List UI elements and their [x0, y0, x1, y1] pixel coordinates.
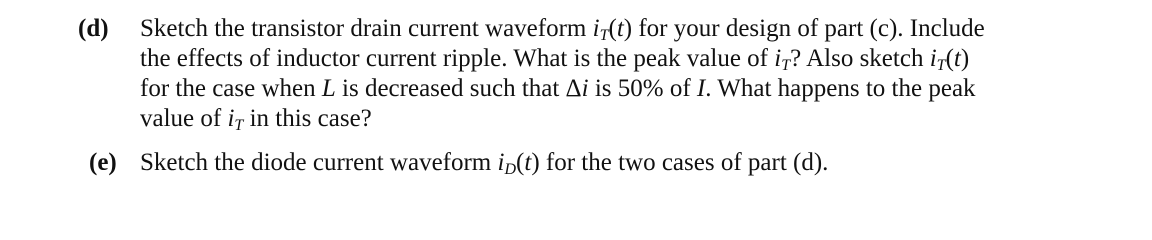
text-run: value of: [140, 105, 228, 132]
text-run: for the two cases of part (d).: [539, 149, 829, 176]
math-symbol-i: i: [929, 45, 937, 72]
text-run: for your design of part (c). Include: [632, 15, 985, 42]
math-paren: (: [516, 149, 525, 176]
text-run: is 50% of: [588, 75, 697, 102]
part-e-text: [140, 148, 1130, 178]
math-symbol-t: t: [524, 149, 532, 176]
math-subscript: T: [234, 117, 244, 134]
text-run: for the case when: [140, 75, 322, 102]
math-paren: (: [608, 15, 617, 42]
math-subscript: D: [504, 161, 517, 178]
math-subscript: T: [599, 27, 609, 44]
math-subscript: T: [781, 57, 791, 74]
math-symbol-i: i: [497, 149, 505, 176]
math-symbol-I: I: [696, 75, 706, 102]
text-run: in this case?: [243, 105, 372, 132]
math-paren: ): [531, 149, 540, 176]
text-run: the effects of inductor current ripple. What is the peak value of: [140, 45, 775, 72]
part-d-line-2: [140, 44, 1130, 74]
math-symbol-i: i: [774, 45, 782, 72]
text-run: . What happens to the peak: [705, 75, 976, 102]
math-subscript: T: [936, 57, 946, 74]
text-run: Sketch the diode current waveform: [140, 149, 498, 176]
part-d-text: [140, 14, 1130, 134]
part-e-label: (e): [89, 149, 117, 176]
math-symbol-i: i: [581, 75, 589, 102]
part-d-line-4: [140, 104, 1130, 134]
part-d-line-3: [140, 74, 1130, 104]
text-run: Sketch the transistor drain current waveform: [140, 15, 593, 42]
text-run: ? Also sketch: [790, 45, 930, 72]
math-symbol-i: i: [592, 15, 600, 42]
math-paren: ): [960, 45, 970, 72]
math-symbol-L: L: [321, 75, 336, 102]
part-d-label: (d): [78, 15, 109, 42]
text-run: is decreased such that Δ: [335, 75, 582, 102]
math-symbol-i: i: [227, 105, 235, 132]
part-e-line-1: [140, 148, 1130, 178]
math-paren: (: [945, 45, 954, 72]
math-paren: ): [623, 15, 633, 42]
part-d-line-1: [140, 14, 1130, 44]
math-symbol-t: t: [616, 15, 624, 42]
math-symbol-t: t: [953, 45, 961, 72]
